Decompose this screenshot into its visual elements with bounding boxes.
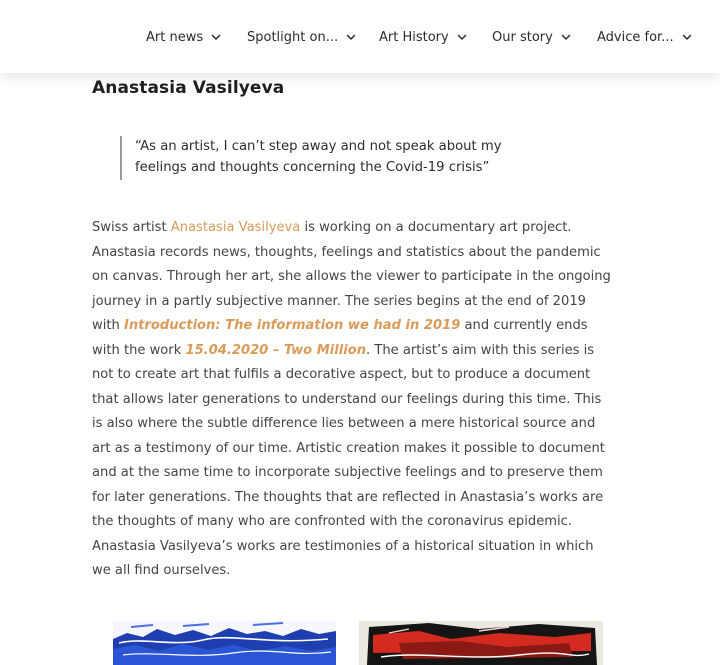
article-body [92, 216, 612, 584]
nav-item-label: Art History [379, 29, 449, 45]
pull-quote [120, 136, 550, 180]
nav-item-art-history[interactable] [379, 28, 467, 46]
artwork-image-blue[interactable] [113, 621, 336, 665]
nav-item-label: Advice for... [597, 29, 674, 45]
quote-line: feelings and thoughts concerning the Covid-19 crisis” [135, 160, 490, 175]
artwork-link-two-million[interactable]: 15.04.2020 – Two Million [185, 342, 367, 358]
artwork-image-red[interactable] [359, 621, 603, 665]
artist-link[interactable]: Anastasia Vasilyeva [170, 220, 301, 235]
nav-item-spotlight-on[interactable] [247, 28, 356, 46]
artwork-link-introduction[interactable]: Introduction: The information we had in 2019 [123, 318, 461, 333]
chevron-down-icon [682, 32, 692, 42]
page-title: Anastasia Vasilyeva [92, 78, 285, 98]
top-navigation [0, 0, 720, 73]
artwork-image-blue-graphic [113, 621, 336, 665]
body-text-segment: . The artist’s aim with this series is not to create art that fulfils a decorative aspect, but to produce a document that allows later generations to understand our feelings during this time. This is also where the subtle difference lies between a mere historical source and art as a testimony of our time. Artistic creation makes it possible to document and at the same time to incorporate subjective feelings and to preserve them for later generations. The thoughts that are reflected in Anastasia’s works are the thoughts of many who are confronted with the coronavirus epidemic. Anastasia Vasilyeva’s works are testimonies of a historical situation in which we all find ourselves. [92, 342, 605, 578]
nav-item-our-story[interactable] [492, 28, 571, 46]
quote-line: “As an artist, I can’t step away and not speak about my [135, 139, 502, 154]
body-text-segment: and currently ends with the work [92, 318, 588, 358]
nav-item-art-news[interactable] [146, 28, 221, 46]
nav-item-label: Spotlight on... [247, 29, 339, 45]
artwork-image-red-graphic [359, 621, 603, 665]
chevron-down-icon [561, 32, 571, 42]
chevron-down-icon [211, 32, 221, 42]
body-text-segment: Swiss artist [92, 220, 171, 235]
nav-item-advice-for[interactable] [597, 28, 692, 46]
chevron-down-icon [457, 32, 467, 42]
nav-item-label: Our story [492, 29, 553, 45]
chevron-down-icon [346, 32, 356, 42]
body-text-segment: is working on a documentary art project. Anastasia records news, thoughts, feelings and statistics about the pandemic on canvas. Through her art, she allows the viewer to participate in the ongoing journey in a partly subjective manner. The series begins at the end of 2019 with [92, 220, 611, 333]
nav-item-label: Art news [146, 29, 204, 45]
